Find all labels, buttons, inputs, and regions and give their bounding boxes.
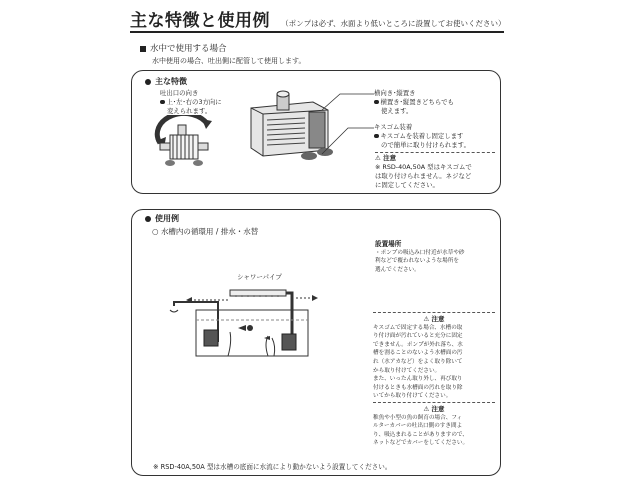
placement-info: 設置場所 ・ポンプの吸込み口付近が水草や砂 利などで覆われないような場所を 選んでください。 xyxy=(375,240,495,274)
page-header xyxy=(130,6,506,31)
aquarium-illustration xyxy=(168,280,328,360)
warning-icon: ⚠ xyxy=(375,154,381,162)
suction-label: キスゴム装着 xyxy=(374,123,413,131)
orientation-leader-line xyxy=(320,92,376,122)
square-bullet-icon xyxy=(140,46,146,52)
section-heading: 水中で使用する場合 xyxy=(140,42,227,54)
usage-subtitle: ○ 水槽内の循環用 / 排水・水替 xyxy=(152,227,259,236)
bullet-icon xyxy=(145,216,151,222)
suction-leader-line xyxy=(318,126,376,158)
orientation-label: 横向き･縦置き xyxy=(374,89,416,97)
suction-callout: キスゴム装着 キスゴムを装着し固定します ので簡単に取り付けられます。 xyxy=(374,123,470,149)
page-subtitle: （ポンプは必ず、水面より低いところに設置してお使いください） xyxy=(281,19,506,28)
warning-icon: ⚠ xyxy=(423,315,430,323)
page-title: 主な特徴と使用例 xyxy=(130,11,270,31)
outlet-label: 吐出口の向き xyxy=(160,89,199,97)
caution-box-fry: ⚠ 注意 稚魚や小型の魚の飼育の場合、フィ ルターカバーの吐出口側のすき間よ り、吸込まれることがありますので、 ネットなどでカバーをしてください。 xyxy=(373,402,495,448)
footnote: ※ RSD-40A,50A 型は水槽の底面に水流により動かないよう設置してください。 xyxy=(153,463,392,471)
circle-bullet-icon: ○ xyxy=(152,227,159,236)
features-title: 主な特徴 xyxy=(145,76,187,87)
outlet-direction-illustration xyxy=(148,115,228,177)
usage-title: 使用例 xyxy=(145,213,179,224)
caution-box-suction: ⚠ 注意 キスゴムで固定する場合、水槽の取 り付け面が汚れていると充分に固定 できません。ポンプが外れ落ち、水 槽を割ることのないよう水槽面の汚 れ（水アカなど）をよく取り除いて から取り付けてください。 また、いったん取り外し、再び取り 付けるときも水槽面の汚れを取り除 いてから取り付けてください。 xyxy=(373,312,495,401)
bullet-icon xyxy=(145,79,151,85)
placement-heading: 設置場所 xyxy=(375,240,402,248)
bullet-icon xyxy=(160,100,165,105)
features-note: ⚠ 注意 ※ RSD-40A,50A 型はキスゴムで は取り付けられません。ネジなど に固定してください。 xyxy=(375,152,495,190)
outlet-callout: 吐出口の向き 上･左･右の3方向に 変えられます。 xyxy=(160,89,222,115)
warning-icon: ⚠ xyxy=(423,405,430,413)
shower-pipe-label: シャワーパイプ xyxy=(237,273,282,281)
title-divider xyxy=(130,31,504,33)
section-description: 水中使用の場合、吐出側に配管して使用します。 xyxy=(152,57,306,65)
orientation-callout: 横向き･縦置き 横置き･縦置きどちらでも 使えます。 xyxy=(374,89,454,115)
